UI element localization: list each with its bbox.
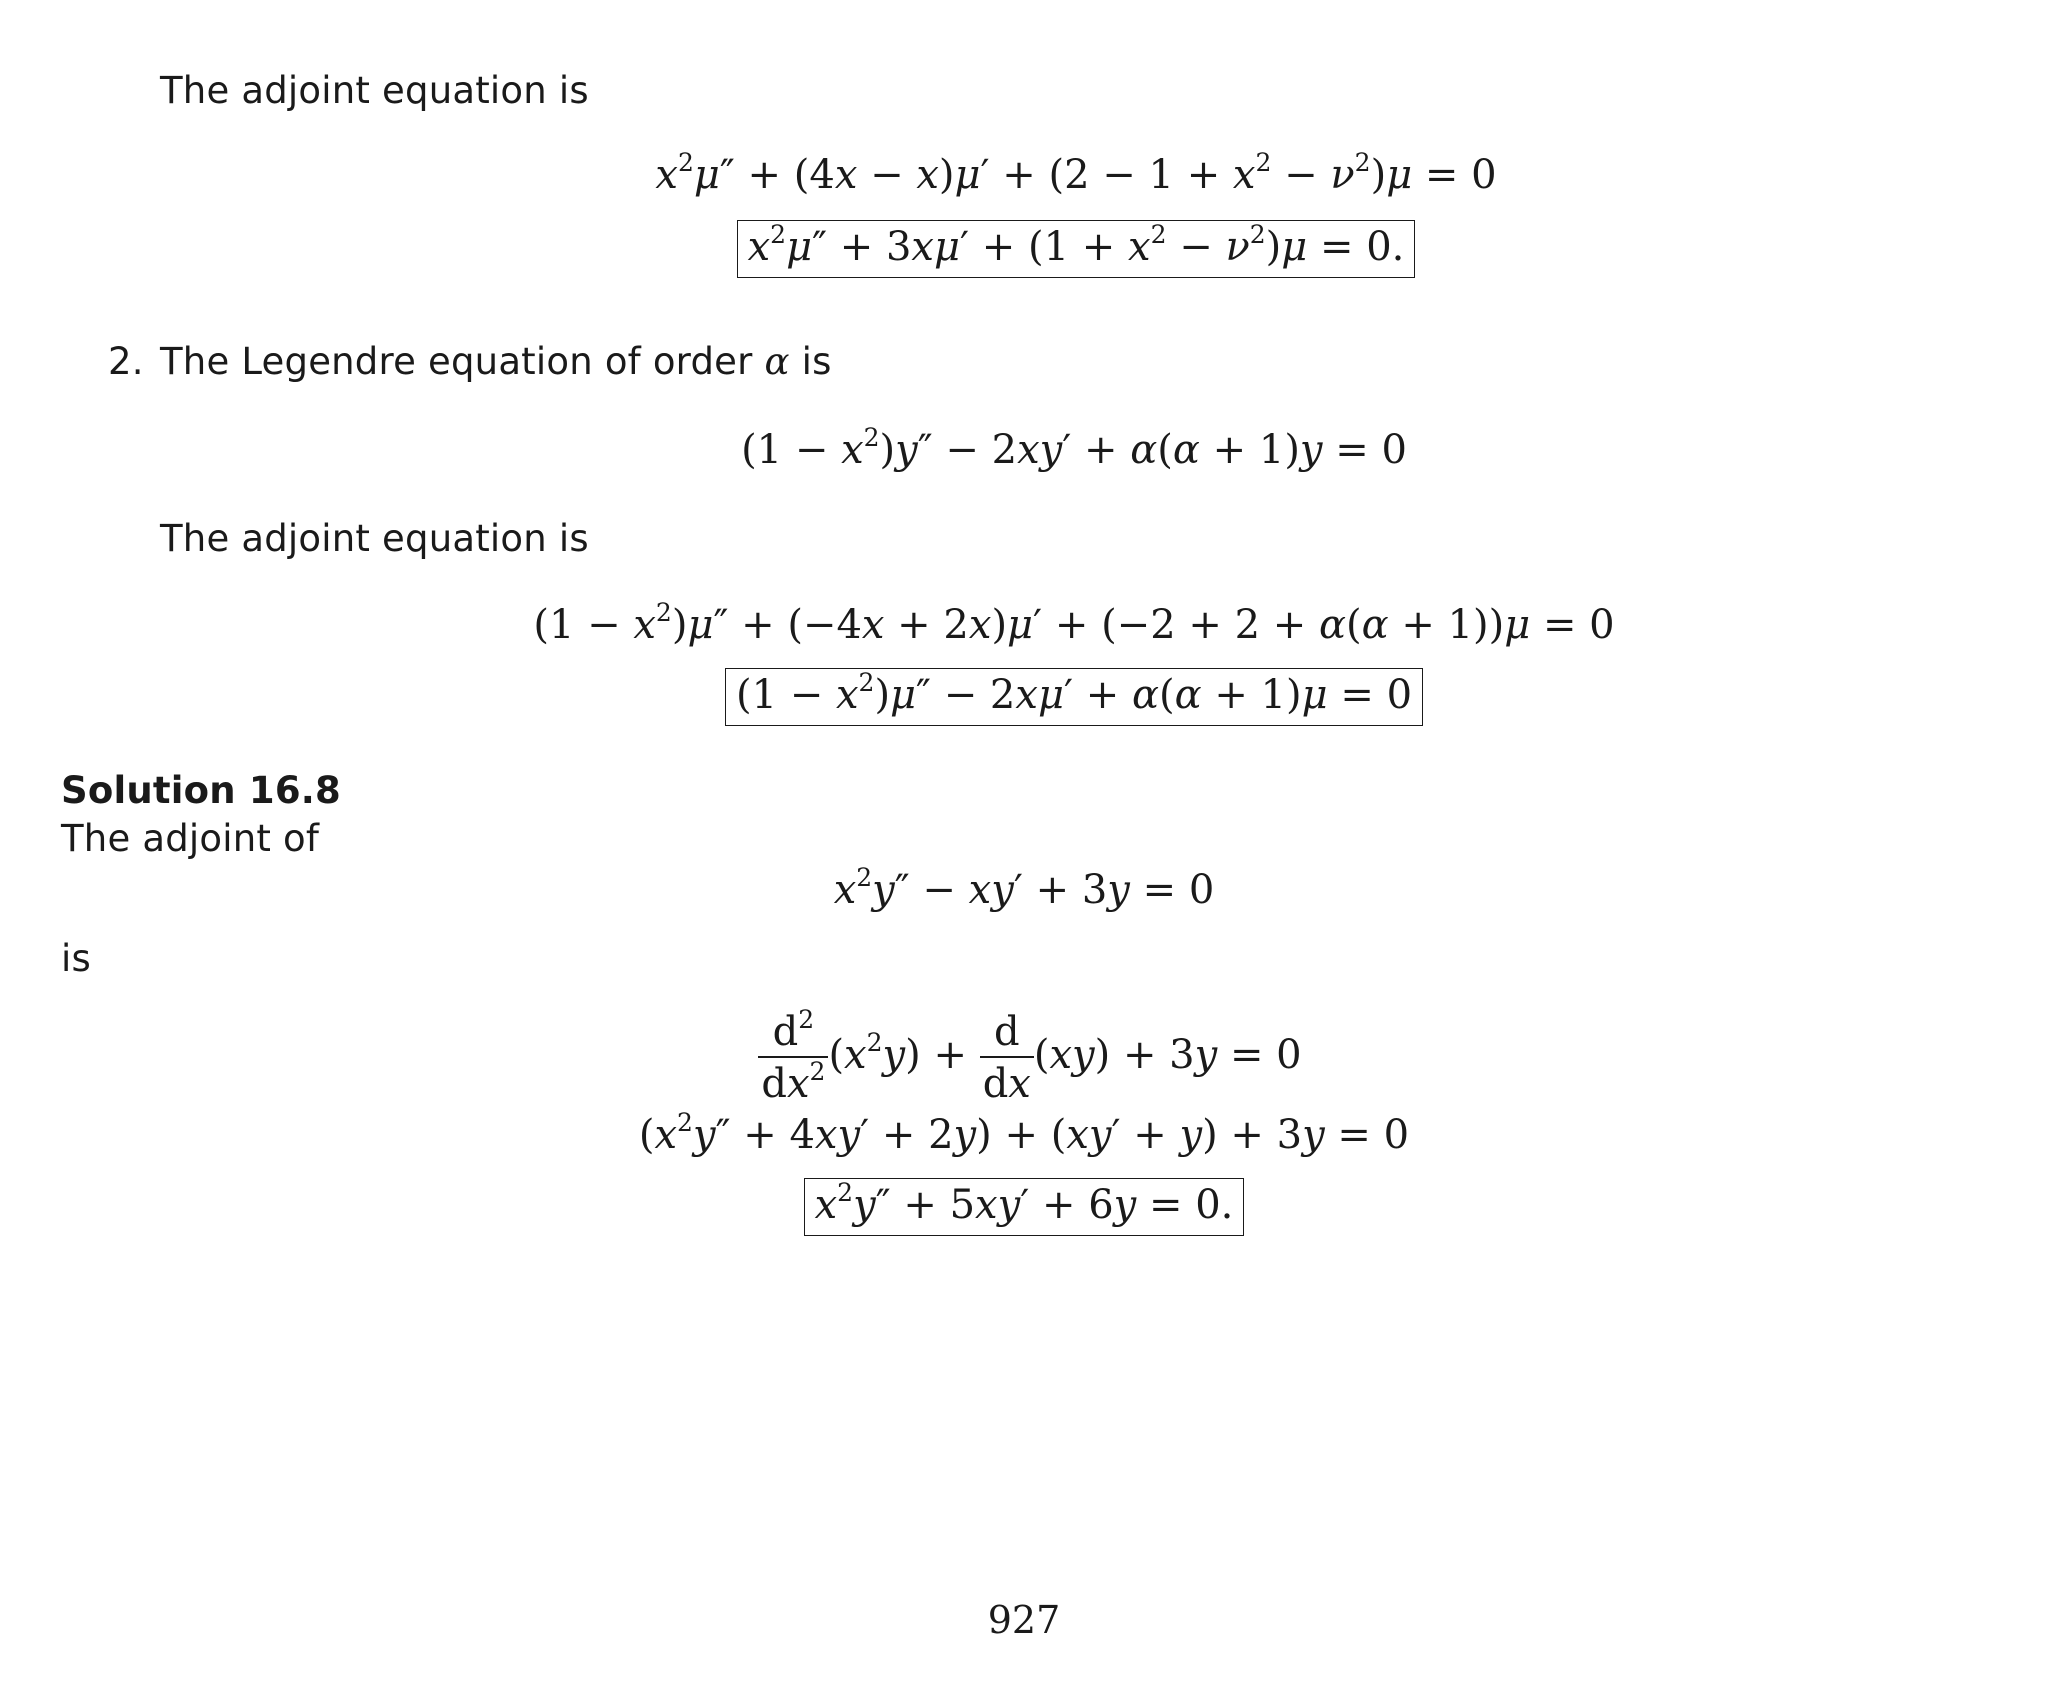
page-number: 927	[987, 1598, 1061, 1642]
legendre-intro-text-end: is	[801, 340, 832, 383]
euler-equation: $x^2y'' - xy' + 3y = 0$	[833, 862, 1215, 913]
euler-adjoint-expanded-equation: $(x^2y'' + 4xy' + 2y) + (xy' + y) + 3y = 0$	[638, 1107, 1410, 1158]
result-box: $x^2\mu'' + 3x\mu' + (1 + x^2 - \nu^2)\mu = 0$.	[737, 220, 1416, 278]
legendre-adjoint-boxed-equation	[0, 668, 2048, 726]
second-derivative-fraction: $\frac{d^2}{dx^2}$	[758, 1012, 828, 1104]
list-item-text	[160, 340, 832, 383]
legendre-intro-text: The Legendre equation of order	[160, 340, 753, 383]
euler-adjoint-derivative-equation: $\frac{d^2}{dx^2}$ $(x^2y)$ + $\frac{d}{dx}$ (xy) + 3y = 0	[0, 1012, 2048, 1104]
legendre-adjoint-expanded-equation: $(1 - x^2)\mu'' + (-4x + 2x)\mu' + (-2 + 2 + \alpha(\alpha + 1))\mu = 0$	[533, 597, 1615, 648]
bessel-adjoint-expanded-equation: $x^2\mu'' + (4x - x)\mu' + (2 - 1 + x^2 - \nu^2)\mu = 0$	[655, 147, 1497, 198]
is-text: is	[61, 937, 91, 980]
adjoint-of-text: The adjoint of	[61, 817, 320, 860]
list-item-number: 2.	[108, 340, 144, 383]
adjoint-intro-text-2: The adjoint equation is	[160, 517, 589, 560]
euler-adjoint-boxed-equation	[0, 1178, 2048, 1236]
solution-heading: Solution 16.8	[61, 769, 341, 812]
alpha-symbol: α	[764, 340, 790, 383]
adjoint-intro-text-1: The adjoint equation is	[160, 69, 589, 112]
result-box: $x^2y'' + 5xy' + 6y = 0$.	[804, 1178, 1245, 1236]
first-derivative-fraction: $\frac{d}{dx}$	[980, 1012, 1034, 1104]
legendre-equation: $(1 - x^2)y'' - 2xy' + \alpha(\alpha + 1)y = 0$	[741, 422, 1407, 473]
bessel-adjoint-boxed-equation	[0, 220, 2048, 278]
result-box: $(1 - x^2)\mu'' - 2x\mu' + \alpha(\alpha + 1)\mu = 0$	[725, 668, 1423, 726]
